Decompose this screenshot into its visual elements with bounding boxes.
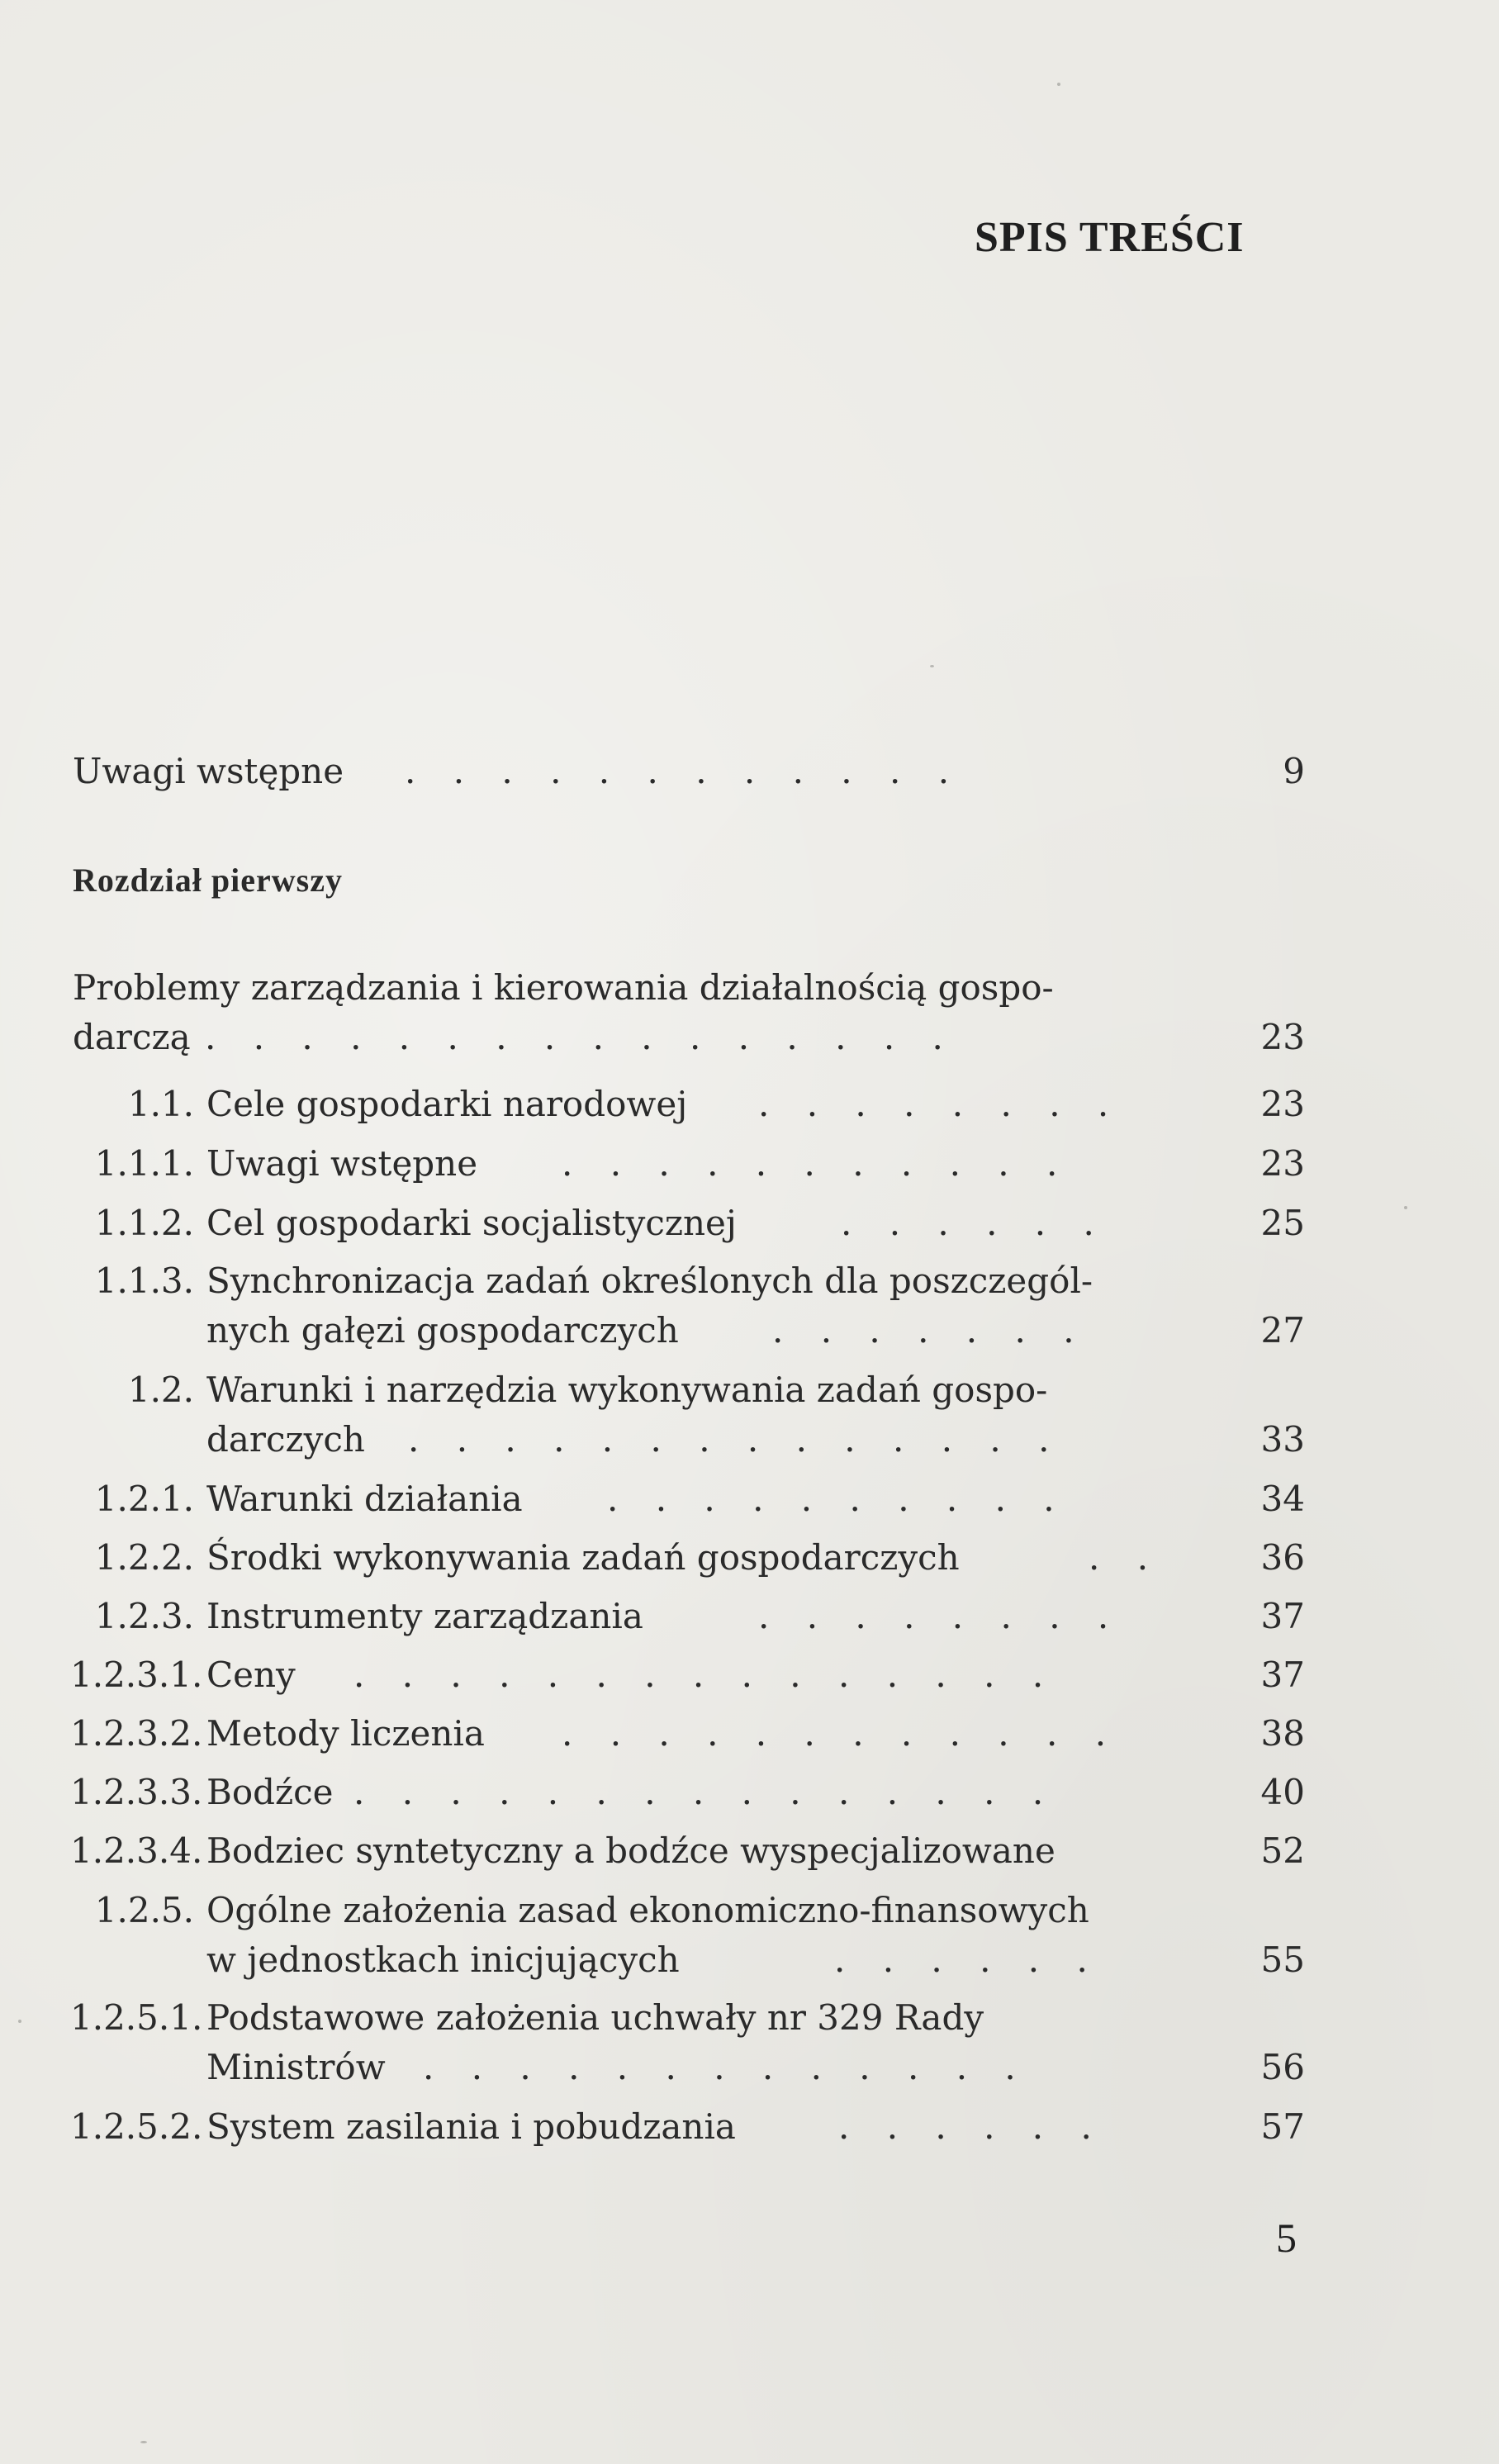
toc-entry-text: Problemy zarządzania i kierowania działalnością gospo-: [73, 967, 1054, 1008]
toc-leader: . . . . . . . . . . . . . . . .: [205, 1017, 956, 1057]
toc-leader: . . . . . . . .: [758, 1084, 1122, 1124]
toc-page-number: 9: [1283, 751, 1305, 791]
paper-speck: [18, 2020, 21, 2023]
toc-leader: . . . . . . . .: [758, 1596, 1122, 1636]
toc-entry-text: Bodźce: [206, 1772, 334, 1812]
toc-section-number: 1.2.5.: [94, 1890, 194, 1930]
toc-page-number: 33: [1260, 1419, 1305, 1460]
paper-speck: [140, 2441, 147, 2443]
toc-page-number: 37: [1260, 1596, 1305, 1636]
page-number: 5: [1276, 2215, 1297, 2261]
toc-row: [0, 1885, 1499, 1936]
toc-page-number: 37: [1260, 1655, 1305, 1695]
toc-page-number: 25: [1260, 1203, 1305, 1243]
toc-entry-text: Cel gospodarki socjalistycznej: [206, 1203, 737, 1243]
paper-speck: [1057, 83, 1060, 86]
toc-entry-text: Uwagi wstępne: [206, 1143, 478, 1184]
toc-section-number: 1.2.: [127, 1370, 194, 1410]
toc-entry-text: Metody liczenia: [206, 1713, 485, 1754]
toc-leader: . . . . . .: [834, 1939, 1101, 1980]
toc-row: [0, 1767, 1499, 1818]
toc-row: [0, 1474, 1499, 1525]
toc-entry-text: w jednostkach inicjujących: [206, 1939, 680, 1980]
toc-section-number: 1.2.5.2.: [70, 2106, 203, 2147]
toc-page-number: 27: [1260, 1310, 1305, 1351]
toc-row: [0, 2101, 1499, 2153]
chapter-label: Rozdział pierwszy: [73, 862, 343, 899]
toc-section-number: 1.2.3.3.: [70, 1772, 203, 1812]
toc-entry-text: Warunki i narzędzia wykonywania zadań gospo-: [206, 1370, 1048, 1410]
toc-leader: . . . . . .: [841, 1203, 1108, 1243]
toc-section-number: 1.1.3.: [94, 1260, 194, 1301]
toc-page-number: 23: [1260, 1084, 1305, 1124]
toc-leader: . .: [1089, 1537, 1162, 1578]
toc-row: [0, 1532, 1499, 1583]
toc-entry-text: nych gałęzi gospodarczych: [206, 1310, 679, 1351]
toc-entry-text: Uwagi wstępne: [73, 751, 344, 791]
toc-leader: . . . . . . . . . . . .: [405, 751, 963, 791]
toc-leader: . . . . . . . . . . . . . . .: [353, 1655, 1057, 1695]
toc-row-continuation: [0, 1305, 1499, 1356]
toc-entry-text: Bodziec syntetyczny a bodźce wyspecjalizowane: [206, 1830, 1055, 1871]
toc-page-number: 56: [1260, 2047, 1305, 2087]
toc-section-number: 1.2.2.: [94, 1537, 194, 1578]
toc-row: [0, 1079, 1499, 1130]
paper-speck: [1404, 1206, 1407, 1209]
toc-entry-text: Warunki działania: [206, 1479, 523, 1519]
toc-row: [0, 1825, 1499, 1877]
page-title: SPIS TREŚCI: [975, 214, 1245, 261]
toc-row: [0, 1138, 1499, 1189]
toc-leader: . . . . . .: [838, 2106, 1105, 2147]
toc-section-number: 1.2.5.1.: [70, 1997, 203, 2038]
toc-row: [0, 1198, 1499, 1249]
toc-row: [0, 1708, 1499, 1759]
toc-row-continuation: [0, 1414, 1499, 1465]
toc-page-number: 38: [1260, 1713, 1305, 1754]
toc-section-number: 1.2.3.2.: [70, 1713, 203, 1754]
toc-row: [0, 1650, 1499, 1701]
toc-entry-text: System zasilania i pobudzania: [206, 2106, 736, 2147]
toc-row-continuation: [0, 1935, 1499, 1986]
toc-row-continuation: [0, 2042, 1499, 2093]
toc-page-number: 40: [1260, 1772, 1305, 1812]
toc-section-number: 1.2.1.: [94, 1479, 194, 1519]
toc-page-number: 55: [1260, 1939, 1305, 1980]
toc-entry-text: Synchronizacja zadań określonych dla poszczegól-: [206, 1260, 1093, 1301]
toc-section-number: 1.1.1.: [94, 1143, 194, 1184]
toc-row: [0, 1256, 1499, 1307]
toc-row: [0, 1992, 1499, 2044]
toc-page-number: 52: [1260, 1830, 1305, 1871]
toc-section-number: 1.1.2.: [94, 1203, 194, 1243]
toc-entry-text: darczą: [73, 1017, 191, 1057]
toc-section-number: 1.2.3.1.: [70, 1655, 203, 1695]
toc-page-number: 34: [1260, 1479, 1305, 1519]
toc-entry-text: Ceny: [206, 1655, 296, 1695]
toc-entry-text: Instrumenty zarządzania: [206, 1596, 643, 1636]
toc-section-number: 1.1.: [127, 1084, 194, 1124]
toc-section-number: 1.2.3.: [94, 1596, 194, 1636]
toc-entry-text: darczych: [206, 1419, 365, 1460]
toc-entry-text: Środki wykonywania zadań gospodarczych: [206, 1537, 960, 1578]
toc-leader: . . . . . . . . . . . . .: [423, 2047, 1029, 2087]
toc-leader: . . . . . . . . . . . . . . .: [353, 1772, 1057, 1812]
toc-leader: . . . . . . .: [772, 1310, 1088, 1351]
toc-entry-text: Ministrów: [206, 2047, 386, 2087]
toc-row: [0, 1591, 1499, 1642]
toc-row-intro: [0, 746, 1499, 797]
toc-row-chapter-heading-line1: [0, 962, 1499, 1014]
toc-leader: . . . . . . . . . . . .: [562, 1713, 1120, 1754]
toc-leader: . . . . . . . . . .: [607, 1479, 1068, 1519]
toc-leader: . . . . . . . . . . .: [562, 1143, 1071, 1184]
toc-page-number: 57: [1260, 2106, 1305, 2147]
paper-speck: [930, 665, 934, 667]
toc-row: [0, 1365, 1499, 1416]
toc-section-number: 1.2.3.4.: [70, 1830, 203, 1871]
toc-page-number: 23: [1260, 1017, 1305, 1057]
toc-entry-text: Cele gospodarki narodowej: [206, 1084, 688, 1124]
toc-entry-text: Ogólne założenia zasad ekonomiczno-finansowych: [206, 1890, 1089, 1930]
toc-page-number: 36: [1260, 1537, 1305, 1578]
toc-entry-text: Podstawowe założenia uchwały nr 329 Rady: [206, 1997, 984, 2038]
toc-page-number: 23: [1260, 1143, 1305, 1184]
toc-row-chapter-heading-line2: [0, 1012, 1499, 1063]
toc-leader: . . . . . . . . . . . . . .: [408, 1419, 1063, 1460]
